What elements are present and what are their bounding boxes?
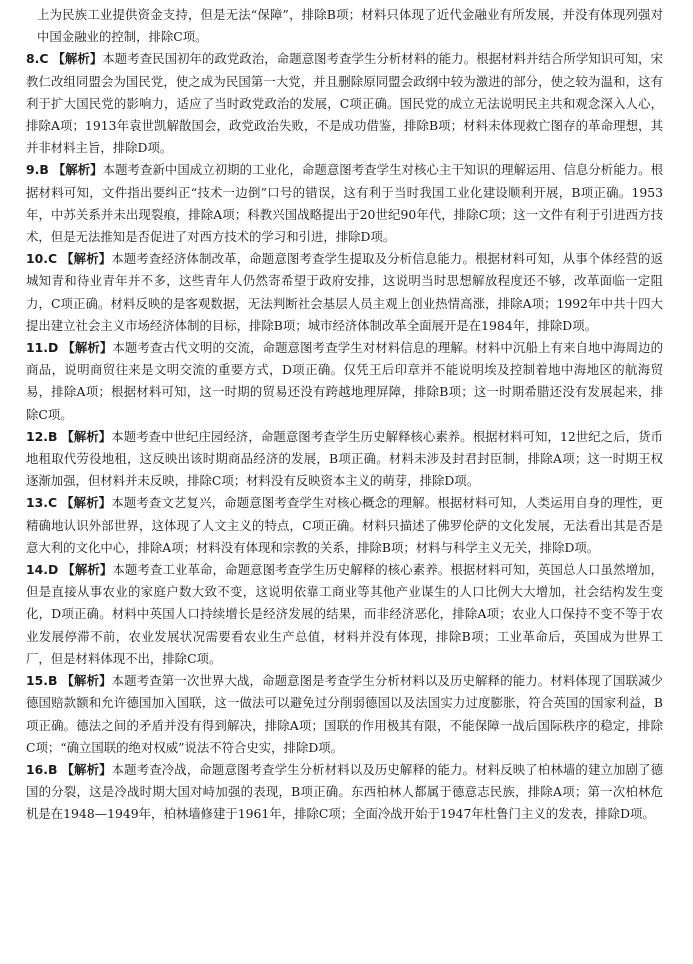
analysis-text: 本题考查文艺复兴，命题意图考查学生对核心概念的理解。根据材料可知，人类运用自身的理性，更精确地认识外部世界，这体现了人文主义的特点，C项正确。材料只描述了佛罗伦萨的文化发展，无法看出其是否是意大利的文化中心，排除A项；材料没有体现和宗教的关系，排除B项；材料与科学主义无关，排除D项。 xyxy=(26,495,663,555)
item-answer: B xyxy=(47,673,58,689)
analysis-tag: 【解析】 xyxy=(61,673,112,689)
analysis-text: 本题考查经济体制改革，命题意图考查学生提取及分析信息能力。根据材料可知，从事个体经营的返城知青和待业青年并不多，这些青年人仍然寄希望于政府安排，这说明当时思想解放程度还不够，改革面临一定阻力，C项正确。材料反映的是客观数据，无法判断社会基层人员主观上创业热情高涨，排除A项；1992年中共十四大提出建立社会主义市场经济体制的目标，排除B项；城市经济体制改革全面展开是在1984年，排除D项。 xyxy=(26,251,663,333)
analysis-text: 本题考查中世纪庄园经济，命题意图考查学生历史解释核心素养。根据材料可知，12世纪之后，货币地租取代劳役地租，这反映出该时期商品经济的发展，B项正确。材料未涉及封君封臣制，排除A项；这一时期王权逐渐加强，但材料并未反映，排除C项；材料没有反映资本主义的萌芽，排除D项。 xyxy=(26,428,663,489)
item-answer: D xyxy=(47,562,59,578)
analysis-text: 本题考查民国初年的政党政治，命题意图考查学生分析材料的能力。根据材料并结合所学知识可知，宋教仁改组同盟会为国民党，使之成为民国第一大党，并且删除原同盟会政纲中较为激进的部分，使之较为温和，这有利于扩大国民党的影响力，适应了当时政党政治的发展，C项正确。国民党的成立无法说明民主共和观念深入人心，排除A项；1913年袁世凯解散国会，政党政治失败，不是成功借鉴，排除B项；材料未体现救亡图存的革命理想，其并非材料主旨，排除D项。 xyxy=(26,51,664,156)
item-answer: B xyxy=(47,761,58,777)
analysis-text: 本题考查新中国成立初期的工业化，命题意图考查学生对核心主干知识的理解运用、信息分析能力。根据材料可知，文件指出要纠正“技术一边倒”口号的错误，这有利于当时我国工业化建设顺利开展，B项正确。1953年，中苏关系并未出现裂痕，排除A项；科教兴国战略提出于20世纪90年代，排除C项；这一文件有利于引进西方技术，但是无法推知是否促进了对西方技术的学习和引进，排除D项。 xyxy=(26,162,664,245)
analysis-tag: 【解析】 xyxy=(62,562,113,578)
item-answer: C xyxy=(47,251,58,267)
analysis-tag: 【解析】 xyxy=(62,340,113,356)
item-number: 14. xyxy=(26,562,48,578)
answer-item-13 xyxy=(26,492,663,559)
item-answer: C xyxy=(47,495,58,511)
analysis-tag: 【解析】 xyxy=(61,761,112,777)
analysis-tag: 【解析】 xyxy=(61,495,112,511)
item-answer: C xyxy=(39,51,49,67)
analysis-text: 本题考查第一次世界大战，命题意图是考查学生分析材料以及历史解释的能力。材料体现了国联减少德国赔款额和允许德国加入国联，这一做法可以避免过分削弱德国以及法国实力过度膨胀，符合英国的国家利益，B项正确。德法之间的矛盾并没有得到解决，排除A项；国联的作用极其有限，不能保障一战后国际秩序的稳定，排除C项；“确立国联的绝对权威”说法不符合史实，排除D项。 xyxy=(26,673,664,755)
analysis-text: 本题考查冷战，命题意图考查学生分析材料以及历史解释的能力。材料反映了柏林墙的建立加剧了德国的分裂，这是冷战时期大国对峙加强的表现，B项正确。东西柏林人都属于德意志民族，排除A项；第一次柏林危机是在1948—1949年，柏林墙修建于1961年，排除C项；全面冷战开始于1947年杜鲁门主义的发表，排除D项。 xyxy=(26,761,664,822)
answer-item-8 xyxy=(26,48,663,159)
analysis-tag: 【解析】 xyxy=(52,162,103,178)
item-number: 16. xyxy=(26,761,48,777)
answer-item-12 xyxy=(26,426,663,493)
answer-item-14 xyxy=(26,559,663,670)
analysis-text: 本题考查古代文明的交流，命题意图考查学生对材料信息的理解。材料中沉船上有来自地中海周边的商品，说明商贸往来是文明交流的重要方式，D项正确。仅凭王后印章并不能说明埃及控制着地中海地区的航海贸易，排除A项；根据材料可知，这一时期的贸易还没有跨越地理屏障，排除B项；这一时期希腊还没有发展起来，排除C项。 xyxy=(26,340,664,422)
item-answer: B xyxy=(39,162,49,178)
continued-paragraph: 上为民族工业提供资金支持，但是无法“保障”，排除B项；材料只体现了近代金融业有所发展，并没有体现列强对中国金融业的控制，排除C项。 xyxy=(37,7,663,45)
answer-item-9 xyxy=(26,159,663,248)
answer-item-11 xyxy=(26,337,663,426)
answer-item-15 xyxy=(26,670,663,759)
item-answer: D xyxy=(47,340,59,356)
item-answer: B xyxy=(47,428,58,444)
item-number: 15. xyxy=(26,673,48,689)
answer-item-10 xyxy=(26,248,663,337)
analysis-tag: 【解析】 xyxy=(52,51,103,67)
answer-item-16 xyxy=(26,759,663,826)
item-number: 11. xyxy=(26,340,48,356)
item-number: 8. xyxy=(26,51,40,67)
analysis-text: 本题考查工业革命，命题意图考查学生历史解释的核心素养。根据材料可知，英国总人口虽然增加，但是直接从事农业的家庭户数大致不变，这说明依靠工商业等其他产业谋生的人口比例大大增加，社会结构发生变化，D项正确。材料中英国人口持续增长是经济发展的结果，而非经济恶化，排除A项；农业人口保持不变不等于农业发展停滞不前，农业发展状况需要看农业生产总值，材料并没有体现，排除B项；工业革命后，英国成为世界工厂，但是材料体现不出，排除C项。 xyxy=(26,562,664,666)
analysis-tag: 【解析】 xyxy=(61,251,112,267)
item-number: 9. xyxy=(26,162,40,178)
item-number: 12. xyxy=(26,428,48,444)
item-number: 13. xyxy=(26,495,48,511)
analysis-tag: 【解析】 xyxy=(61,428,112,444)
item-number: 10. xyxy=(26,251,48,267)
